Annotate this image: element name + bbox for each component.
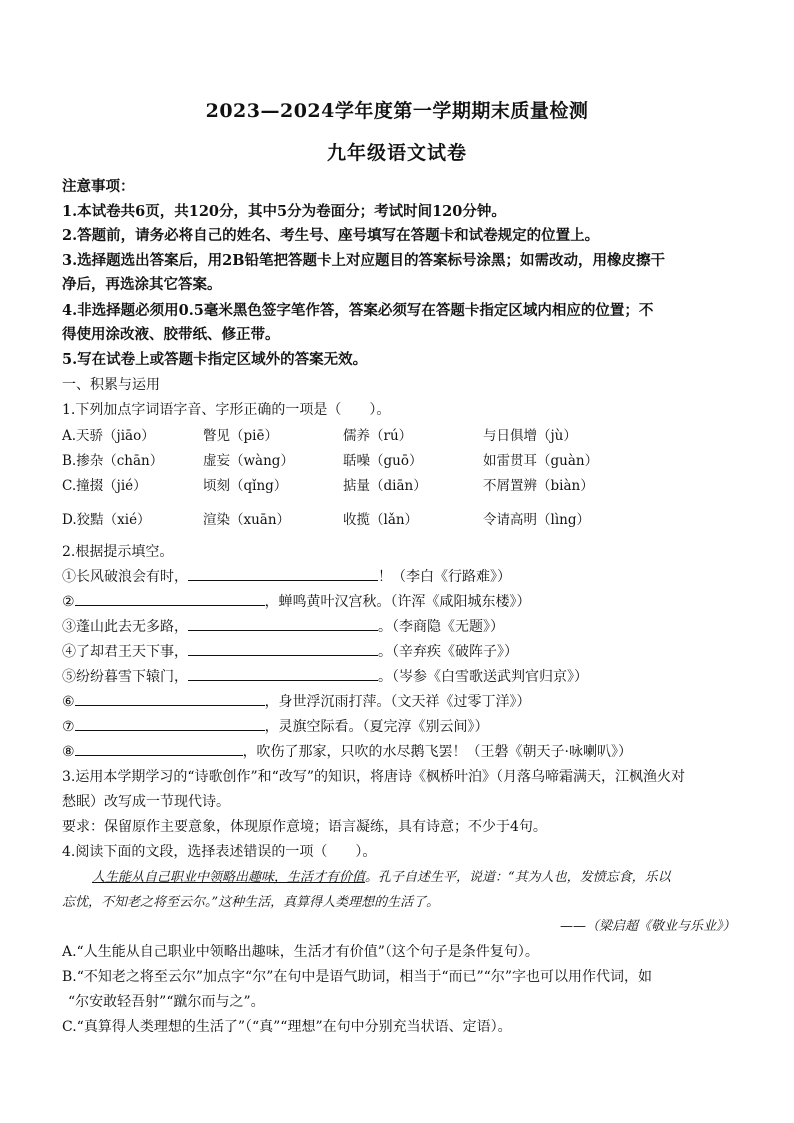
q1-option-c-4: 不屑置辨（biàn） <box>483 478 594 494</box>
note-1: 1.本试卷共6页，共120分，其中5分为卷面分；考试时间120分钟。 <box>62 203 506 220</box>
q1-option-a-2: 瞥见（piē） <box>203 428 278 444</box>
q2-prompt-1: ①长风破浪会有时， <box>62 569 188 585</box>
q4-passage-source: ——（梁启超《敬业与乐业》） <box>560 919 736 934</box>
q2-line-7 <box>62 716 489 736</box>
q2-blank-4[interactable] <box>188 641 378 656</box>
q1-option-b-2: 虚妄（wàng） <box>203 453 294 469</box>
note-3a: 3.选择题选出答案后，用2B铅笔把答题卡上对应题目的答案标号涂黑；如需改动，用橡皮擦干 <box>62 252 665 269</box>
q4-passage-line-2: 忘忧，不知老之将至云尔。”这种生活，真算得人类理想的生活了。 <box>62 895 440 910</box>
q2-prompt-8: ⑧ <box>62 744 75 760</box>
q2-prompt-4: ④了却君王天下事， <box>62 644 188 660</box>
q3-requirement: 要求：保留原作主要意象，体现原作意境；语言凝练，具有诗意；不少于4句。 <box>62 819 547 835</box>
q2-source-3: 。（李商隐《无题》） <box>378 619 504 635</box>
note-5: 5.写在试卷上或答题卡指定区域外的答案无效。 <box>62 351 368 368</box>
q2-prompt-3: ③蓬山此去无多路， <box>62 619 188 635</box>
q3-line-2: 愁眠）改写成一节现代诗。 <box>62 794 230 810</box>
q4-passage-rest: 。孔子自述生平，说道：“其为人也，发愤忘食，乐以 <box>365 870 671 885</box>
q4-option-b-line-1: B.“不知老之将至云尔”加点字“尔”在句中是语气助词，相当于“而已”“尔”字也可以用作代词，如 <box>62 969 652 985</box>
q2-prompt-2: ② <box>62 594 75 610</box>
q1-option-a-4: 与日俱增（jù） <box>483 428 577 444</box>
note-4a: 4.非选择题必须用0.5毫米黑色签字笔作答，答案必须写在答题卡指定区域内相应的位置；不 <box>62 302 654 319</box>
q1-option-d-2: 渲染（xuān） <box>203 512 291 528</box>
q1-option-c-2: 顷刻（qǐng） <box>203 478 288 494</box>
q4-option-c: C.“真算得人类理想的生活了”（“真”“理想”在句中分别充当状语、定语）。 <box>62 1019 512 1035</box>
q4-passage-line-1 <box>92 866 671 885</box>
q2-prompt-5: ⑤纷纷暮雪下辕门， <box>62 669 188 685</box>
q2-blank-2[interactable] <box>75 591 265 606</box>
q2-line-2 <box>62 591 531 611</box>
q2-source-8: ，吹伤了那家，只吹的水尽鹅飞罢！（王磐《朝天子·咏喇叭》） <box>242 744 633 760</box>
q2-source-6: ，身世浮沉雨打萍。（文天祥《过零丁洋》） <box>264 694 531 710</box>
note-3b: 净后，再选涂其它答案。 <box>62 276 222 293</box>
exam-subtitle: 九年级语文试卷 <box>326 142 467 164</box>
q2-line-8 <box>62 741 632 761</box>
q3-line-1: 3.运用本学期学习的“诗歌创作”和“改写”的知识，将唐诗《枫桥叶泊》（月落乌啼霜满天，江枫渔火对 <box>62 769 685 785</box>
q1-option-d: D.狡黠（xié） <box>62 512 151 528</box>
note-4b: 得使用涂改液、胶带纸、修正带。 <box>62 326 280 343</box>
q2-line-6 <box>62 691 531 711</box>
q2-blank-1[interactable] <box>188 566 378 581</box>
q1-option-a: A.天骄（jiāo） <box>62 428 155 444</box>
q4-option-b-line-2: “尔安敢轻吾射”“蹴尔而与之”。 <box>68 994 265 1010</box>
q1-stem: 1.下列加点字词语字音、字形正确的一项是（ ）。 <box>62 402 391 418</box>
q2-line-1 <box>62 566 511 586</box>
q1-option-c: C.撞掇（jié） <box>62 478 147 494</box>
q1-option-b-3: 聒噪（guō） <box>343 453 423 469</box>
q1-option-a-3: 儒养（rú） <box>343 428 413 444</box>
q1-option-d-4: 令请高明（lìng） <box>483 512 590 528</box>
q1-option-b-4: 如雷贯耳（guàn） <box>483 453 599 469</box>
q2-source-4: 。（辛弃疾《破阵子》） <box>378 644 518 660</box>
q2-blank-8[interactable] <box>75 741 243 756</box>
q4-stem: 4.阅读下面的文段，选择表述错误的一项（ ）。 <box>62 844 377 860</box>
q2-prompt-7: ⑦ <box>62 719 75 735</box>
q1-option-c-3: 掂量（diān） <box>343 478 427 494</box>
q1-option-d-3: 收揽（lǎn） <box>343 512 419 528</box>
q2-blank-6[interactable] <box>75 691 265 706</box>
q2-blank-7[interactable] <box>75 716 265 731</box>
q2-line-4 <box>62 641 518 661</box>
q2-prompt-6: ⑥ <box>62 694 75 710</box>
q2-blank-5[interactable] <box>188 666 378 681</box>
q4-option-a: A.“人生能从自己职业中领略出趣味，生活才有价值”（这个句子是条件复句）。 <box>62 944 539 960</box>
q2-blank-3[interactable] <box>188 616 378 631</box>
exam-title: 2023—2024学年度第一学期期末质量检测 <box>205 100 589 122</box>
q2-line-3 <box>62 616 504 636</box>
note-2: 2.答题前，请务必将自己的姓名、考生号、座号填写在答题卡和试卷规定的位置上。 <box>62 227 600 244</box>
q2-source-7: ，灵旗空际看。（夏完淳《别云间》） <box>264 719 489 735</box>
q2-source-2: ，蝉鸣黄叶汉宫秋。（许浑《咸阳城东楼》） <box>264 594 531 610</box>
q2-stem: 2.根据提示填空。 <box>62 544 174 560</box>
q2-source-5: 。（岑参《白雪歌送武判官归京》） <box>378 669 588 685</box>
q1-option-b: B.掺杂（chān） <box>62 453 164 469</box>
q2-line-5 <box>62 666 588 686</box>
section-heading: 一、积累与运用 <box>62 377 160 393</box>
q4-passage-underlined: 人生能从自己职业中领略出趣味，生活才有价值 <box>92 870 366 885</box>
notes-heading: 注意事项： <box>62 178 135 195</box>
q2-source-1: ！（李白《行路难》） <box>378 569 511 585</box>
